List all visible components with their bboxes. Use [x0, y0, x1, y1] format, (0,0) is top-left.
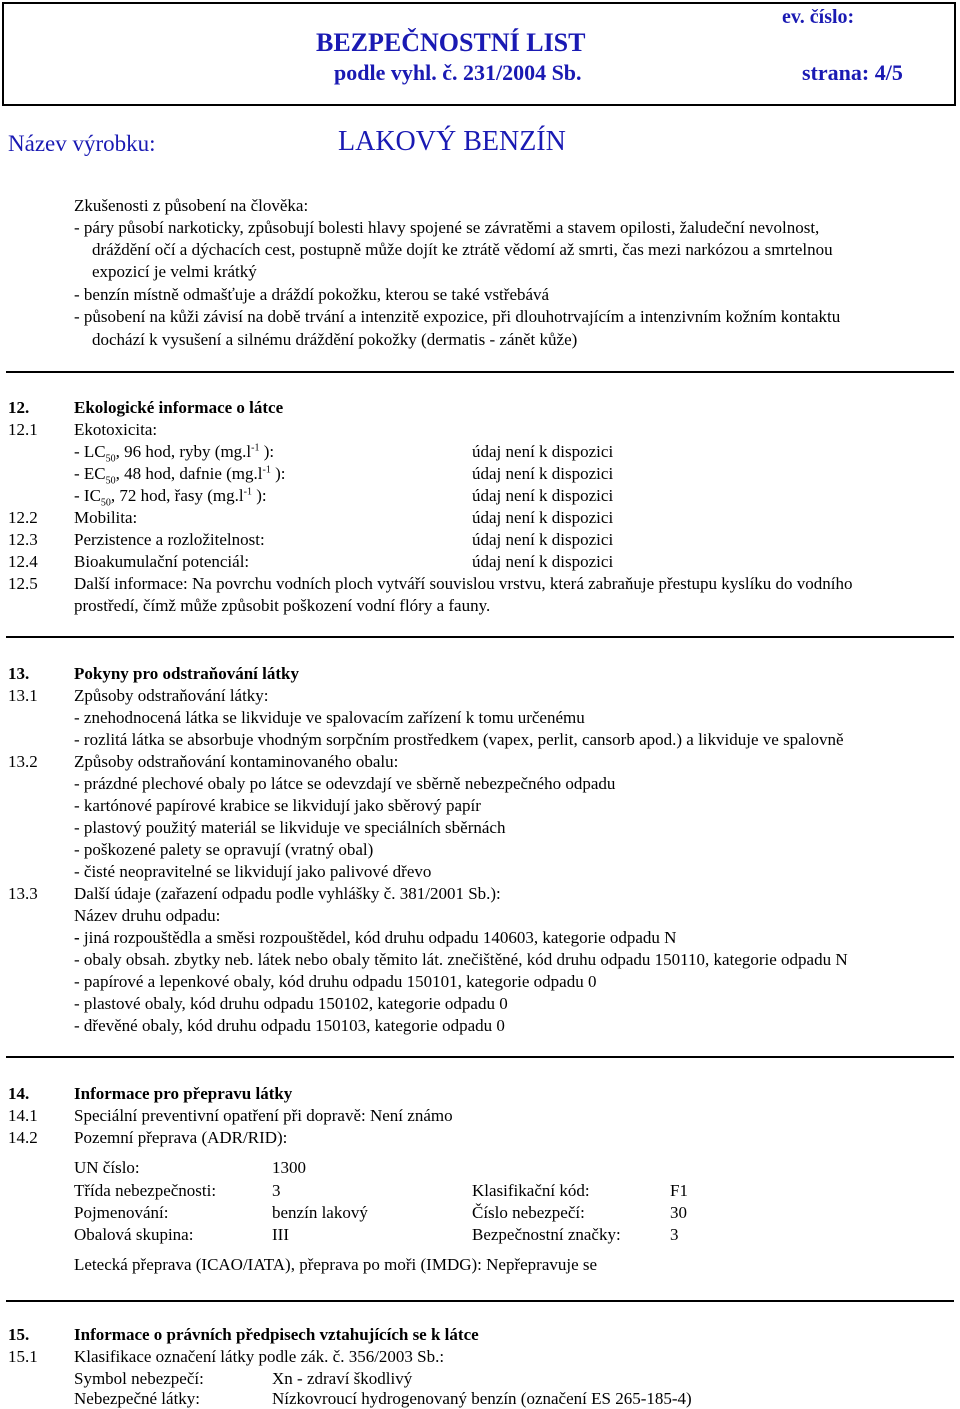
subsection-number: 12.2 — [8, 508, 38, 527]
list-item: - prázdné plechové obaly po látce se odevzdají ve sběrně nebezpečného odpadu — [74, 774, 616, 793]
subsection-title: Další údaje (zařazení odpadu podle vyhlášky č. 381/2001 Sb.): — [74, 884, 501, 903]
obalova-skupina-value: III — [272, 1225, 289, 1244]
lc50-label: - $LC_{50}$, 96 hod, ryby ($mg.l^{-1}$ ): — [74, 442, 275, 465]
document-subtitle: podle vyhl. č. 231/2004 Sb. — [334, 60, 582, 85]
page-number: strana: 4/5 — [802, 60, 903, 85]
ic50-value: údaj není k dispozici — [472, 486, 614, 505]
subsection-number: 12.5 — [8, 574, 38, 593]
subsection-text: Speciální preventivní opatření při dopravě: Není známo — [74, 1106, 453, 1125]
subsection-number: 13.1 — [8, 686, 38, 705]
ec50-label: - $EC_{50}$, 48 hod, dafnie ($mg.l^{-1}$ ): — [74, 464, 286, 487]
list-item: - plastové obaly, kód druhu odpadu 150102, kategorie odpadu 0 — [74, 994, 508, 1013]
subsection-text: Klasifikace označení látky podle zák. č. 356/2003 Sb.: — [74, 1347, 445, 1366]
subsection-title: Způsoby odstraňování látky: — [74, 686, 269, 705]
subsection-text: Pozemní přeprava (ADR/RID): — [74, 1128, 288, 1147]
experience-line: - benzín místně odmašťuje a dráždí pokožku, kterou se také vstřebává — [74, 285, 550, 304]
perzistence-label: Perzistence a rozložitelnost: — [74, 530, 265, 549]
list-item: - plastový použitý materiál se likviduje ve speciálních sběrnách — [74, 818, 506, 837]
list-item: - jiná rozpouštědla a směsi rozpouštědel, kód druhu odpadu 140603, kategorie odpadu N — [74, 928, 677, 947]
experience-line: dochází k vysušení a silnému dráždění pokožky (dermatis - zánět kůže) — [92, 330, 578, 349]
section-divider — [6, 371, 954, 373]
section-15-title: Informace o právních předpisech vztahujících se k látce — [74, 1325, 479, 1344]
experience-line: expozicí je velmi krátký — [92, 262, 257, 281]
pojmenovani-label: Pojmenování: — [74, 1203, 169, 1222]
cislo-nebezpeci-label: Číslo nebezpečí: — [472, 1203, 585, 1222]
list-item: - rozlitá látka se absorbuje vhodným sorpčním prostředkem (vapex, perlit, cansorb apod.) a likviduje ve spalovně — [74, 730, 844, 749]
list-item: - čisté neopravitelné se likvidují jako palivové dřevo — [74, 862, 432, 881]
bioakumulace-value: údaj není k dispozici — [472, 552, 614, 571]
trida-label: Třída nebezpečnosti: — [74, 1181, 217, 1200]
ev-cislo-label: ev. číslo: — [782, 6, 855, 28]
subsection-number: 13.2 — [8, 752, 38, 771]
un-cislo-label: UN číslo: — [74, 1158, 140, 1177]
list-item: - znehodnocená látka se likviduje ve spalovacím zařízení k tomu určenému — [74, 708, 585, 727]
subsection-title: Způsoby odstraňování kontaminovaného obalu: — [74, 752, 399, 771]
section-divider — [6, 1300, 954, 1302]
ic50-label: - $IC_{50}$, 72 hod, řasy ($mg.l^{-1}$ ): — [74, 486, 267, 509]
bioakumulace-label: Bioakumulační potenciál: — [74, 552, 250, 571]
subsection-number: 12.3 — [8, 530, 38, 549]
subsection-number: 14.2 — [8, 1128, 38, 1147]
subsection-number: 15.1 — [8, 1347, 38, 1366]
subsection-number: 12.4 — [8, 552, 38, 571]
product-name: LAKOVÝ BENZÍN — [338, 126, 566, 157]
list-item: - dřevěné obaly, kód druhu odpadu 150103, kategorie odpadu 0 — [74, 1016, 505, 1035]
nebezpecne-latky-value: Nízkovroucí hydrogenovaný benzín (označení ES 265-185-4) — [272, 1389, 692, 1408]
experience-line: - páry působí narkoticky, způsobují bolesti hlavy spojené se závratěmi a stavem opilosti, žaludeční nevolnost, — [74, 218, 820, 237]
document-title: BEZPEČNOSTNÍ LIST — [316, 28, 586, 57]
section-14-number: 14. — [8, 1084, 30, 1103]
bezpecnostni-znacky-label: Bezpečnostní značky: — [472, 1225, 621, 1244]
letecka-preprava-text: Letecká přeprava (ICAO/IATA), přeprava po moři (IMDG): Nepřepravuje se — [74, 1255, 598, 1274]
experience-line: - působení na kůži závisí na době trvání a intenzitě expozice, při dlouhotrvajícím a intenzivním kožním kontaktu — [74, 307, 841, 326]
experience-line: dráždění očí a dýchacích cest, postupně může dojít ke ztrátě vědomí až smrti, čas mezi narkózou a smrtelnou — [92, 240, 833, 259]
obalova-skupina-label: Obalová skupina: — [74, 1225, 194, 1244]
section-13-title: Pokyny pro odstraňování látky — [74, 664, 299, 683]
bezpecnostni-znacky-value: 3 — [670, 1225, 679, 1244]
un-cislo-value: 1300 — [272, 1158, 306, 1177]
list-item: - poškozené palety se opravují (vratný obal) — [74, 840, 374, 859]
perzistence-value: údaj není k dispozici — [472, 530, 614, 549]
section-divider — [6, 636, 954, 638]
nebezpecne-latky-label: Nebezpečné látky: — [74, 1389, 201, 1408]
dalsi-informace-line: Další informace: Na povrchu vodních ploch vytváří souvislou vrstvu, která zabraňuje přestupu kyslíku do vodního — [74, 574, 853, 593]
list-item: - kartónové papírové krabice se likvidují jako sběrový papír — [74, 796, 481, 815]
pojmenovani-value: benzín lakový — [272, 1203, 368, 1222]
trida-value: 3 — [272, 1181, 281, 1200]
subsection-number: 12.1 — [8, 420, 38, 439]
mobilita-label: Mobilita: — [74, 508, 138, 527]
cislo-nebezpeci-value: 30 — [670, 1203, 687, 1222]
subsection-number: 14.1 — [8, 1106, 38, 1125]
section-13-number: 13. — [8, 664, 30, 683]
ec50-value: údaj není k dispozici — [472, 464, 614, 483]
experience-title: Zkušenosti z působení na člověka: — [74, 196, 309, 215]
klasifikacni-kod-label: Klasifikační kód: — [472, 1181, 590, 1200]
dalsi-informace-line: prostředí, čímž může způsobit poškození vodní flóry a fauny. — [74, 596, 491, 615]
ekotoxicita-label: Ekotoxicita: — [74, 420, 158, 439]
mobilita-value: údaj není k dispozici — [472, 508, 614, 527]
symbol-nebezpeci-label: Symbol nebezpečí: — [74, 1369, 204, 1388]
subsection-number: 13.3 — [8, 884, 38, 903]
list-item: Název druhu odpadu: — [74, 906, 221, 925]
section-15-number: 15. — [8, 1325, 30, 1344]
section-12-number: 12. — [8, 398, 30, 417]
klasifikacni-kod-value: F1 — [670, 1181, 688, 1200]
symbol-nebezpeci-value: Xn - zdraví škodlivý — [272, 1369, 413, 1388]
lc50-value: údaj není k dispozici — [472, 442, 614, 461]
section-14-title: Informace pro přepravu látky — [74, 1084, 293, 1103]
product-label: Název výrobku: — [8, 131, 156, 156]
section-12-title: Ekologické informace o látce — [74, 398, 284, 417]
list-item: - papírové a lepenkové obaly, kód druhu odpadu 150101, kategorie odpadu 0 — [74, 972, 597, 991]
section-divider — [6, 1056, 954, 1058]
list-item: - obaly obsah. zbytky neb. látek nebo obaly těmito lát. znečištěné, kód druhu odpadu 150110, kategorie odpadu N — [74, 950, 848, 969]
